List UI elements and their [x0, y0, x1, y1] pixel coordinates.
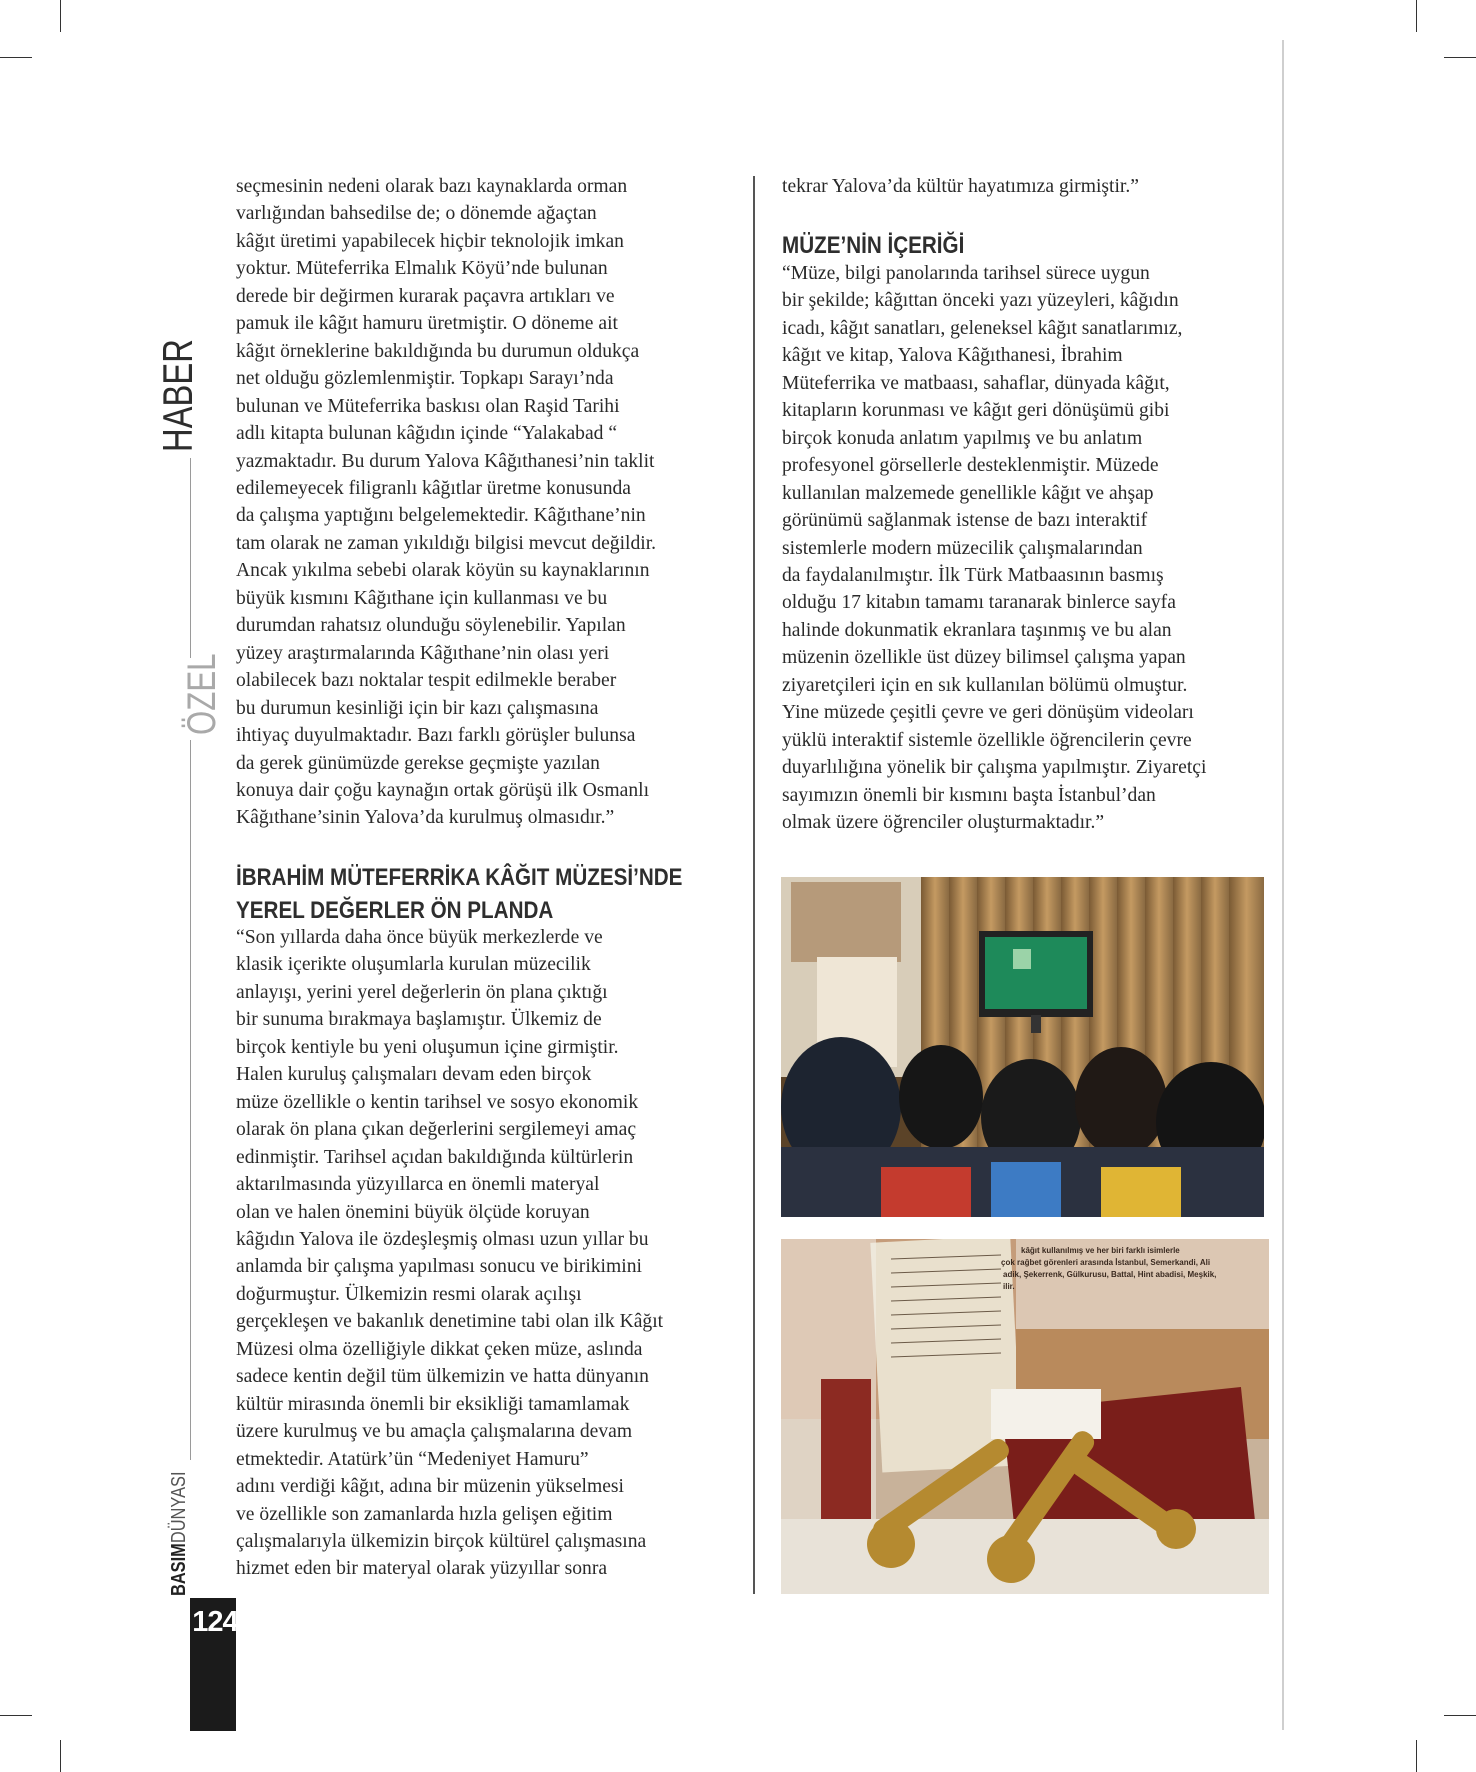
text-line: müze özellikle o kentin tarihsel ve sosyo ekonomik: [236, 1091, 639, 1113]
text-line: Müzesi olma özelliğiyle dikkat çeken müze, aslında: [236, 1338, 643, 1360]
crop-mark: [1416, 1740, 1417, 1772]
text-line: Halen kuruluş çalışmaları devam eden birçok: [236, 1064, 592, 1086]
text-line: olmak üzere öğrenciler oluşturmaktadır.”: [782, 812, 1105, 834]
crop-mark: [1444, 1715, 1476, 1716]
text-line: edinmiştir. Tarihsel açıdan bakıldığında kültürlerin: [236, 1146, 634, 1168]
crop-mark: [0, 1715, 32, 1716]
crop-mark: [0, 57, 32, 58]
text-line: bu durumun kesinliği için bir kazı çalışmasına: [236, 697, 599, 719]
page-number: 124: [192, 1606, 238, 1638]
text-line: hizmet eden bir materyal olarak yüzyıllar sonra: [236, 1558, 608, 1580]
text-line: edilemeyecek filigranlı kâğıtlar üretme konusunda: [236, 477, 631, 499]
text-line: kâğıt üretimi yapabilecek hiçbir teknolojik imkan: [236, 230, 624, 252]
section-label-ozel: ÖZEL: [180, 653, 224, 735]
text-line: kâğıt ve kitap, Yalova Kâğıthanesi, İbrahim: [782, 345, 1123, 367]
photo-children-touchscreen: [781, 877, 1264, 1217]
text-line: varlığından bahsedilse de; o dönemde ağaçtan: [236, 203, 597, 225]
panel-text-line: ilir.: [1003, 1282, 1015, 1291]
panel-text-line: adik, Şekerrenk, Gülkurusu, Battal, Hint abadisi, Meşkik,: [1003, 1270, 1217, 1279]
text-line: icadı, kâğıt sanatları, geleneksel kâğıt sanatlarımız,: [782, 317, 1183, 339]
text-line: profesyonel görsellerle desteklenmiştir. Müzede: [782, 455, 1159, 477]
text-line: ve özellikle son zamanlarda hızla gelişen eğitim: [236, 1503, 613, 1525]
right-column-top: [782, 173, 1282, 200]
text-line: duyarlılığına yönelik bir çalışma yapılmıştır. Ziyaretçi: [782, 757, 1207, 779]
text-line: birçok konuda anlatım yapılmış ve bu anlatım: [782, 427, 1143, 449]
text-line: seçmesinin nedeni olarak bazı kaynaklarda orman: [236, 176, 628, 197]
text-line: Kâğıthane’sinin Yalova’da kurulmuş olmasıdır.”: [236, 807, 615, 829]
text-line: anlayışı, yerini yerel değerlerin ön plana çıktığı: [236, 981, 608, 1003]
magazine-name-light: DÜNYASI: [168, 1471, 190, 1544]
magazine-name-bold: BASIM: [168, 1543, 190, 1596]
text-line: çalışmalarıyla ülkemizin birçok kültürel çalışmasına: [236, 1530, 647, 1552]
text-line: konuya dair çoğu kaynağın ortak görüşü ilk Osmanlı: [236, 779, 650, 801]
heading-line: İBRAHİM MÜTEFERRİKA KÂĞIT MÜZESİ’NDE: [236, 864, 683, 891]
text-line: etmektedir. Atatürk’ün “Medeniyet Hamuru”: [236, 1448, 589, 1470]
text-line: olarak ön plana çıkan değerlerini sergilemeyi amaç: [236, 1119, 637, 1141]
text-line: aktarılmasında yüzyıllarca en önemli materyal: [236, 1174, 600, 1196]
photo-children-touchscreen-image: [781, 877, 1264, 1217]
text-line: durumdan rahatsız olunduğu söylenebilir. Yapılan: [236, 615, 626, 637]
text-line: halinde dokunmatik ekranlara taşınmış ve bu alan: [782, 619, 1172, 641]
text-line: yoktur. Müteferrika Elmalık Köyü’nde bulunan: [236, 258, 608, 280]
text-line: birçok kentiyle bu yeni oluşumun içine girmiştir.: [236, 1036, 619, 1058]
text-line: pamuk ile kâğıt hamuru üretmiştir. O döneme ait: [236, 313, 618, 335]
text-line: bir şekilde; kâğıttan önceki yazı yüzeyleri, kâğıdın: [782, 290, 1179, 312]
text-line: sayımızın önemli bir kısmını başta İstanbul’dan: [782, 784, 1156, 806]
text-line: yazmaktadır. Bu durum Yalova Kâğıthanesi’nin taklit: [236, 450, 655, 472]
text-line: görünümü sağlanmak istense de bazı interaktif: [782, 510, 1148, 532]
text-line: olduğu 17 kitabın tamamı taranarak binlerce sayfa: [782, 592, 1176, 614]
text-line: kâğıdın Yalova ile özdeşleşmiş olması uzun yıllar bu: [236, 1228, 649, 1250]
text-line: klasik içerikte oluşumlarla kurulan müzecilik: [236, 954, 591, 976]
text-line: “Son yıllarda daha önce büyük merkezlerde ve: [236, 927, 603, 948]
text-line: adlı kitapta bulunan kâğıdın içinde “Yalakabad “: [236, 423, 618, 445]
magazine-name: [168, 1471, 191, 1596]
crop-mark: [60, 1740, 61, 1772]
text-line: adını verdiği kâğıt, adına bir müzenin yükselmesi: [236, 1476, 624, 1498]
text-line: da faydalanılmıştır. İlk Türk Matbaasının basmış: [782, 564, 1164, 586]
text-line: ziyaretçileri için en sık kullanılan bölümü olmuştur.: [782, 674, 1188, 696]
text-line: kullanılan malzemede genellikle kâğıt ve ahşap: [782, 482, 1154, 504]
text-line: kültür mirasında önemli bir eksikliği tamamlamak: [236, 1393, 630, 1415]
text-line: üzere kurulmuş ve bu amaçla çalışmalarına devam: [236, 1421, 633, 1443]
panel-text-line: kâğıt kullanılmış ve her biri farklı isimlerle: [1021, 1246, 1180, 1255]
text-line: olan ve halen önemini büyük ölçüde koruyan: [236, 1201, 590, 1223]
text-line: müzenin özellikle üst düzey bilimsel çalışma yapan: [782, 647, 1186, 669]
section-label-haber: HABER: [154, 339, 201, 452]
right-column-body: [782, 260, 1282, 837]
heading-ibrahim-muteferrika: [236, 861, 682, 927]
text-line: ihtiyaç duyulmaktadır. Bazı farklı görüşler bulunsa: [236, 725, 636, 747]
text-line: kitapların korunması ve kâğıt geri dönüşümü gibi: [782, 400, 1170, 422]
text-line: sadece kentin değil tüm ülkemizin ve hatta dünyanın: [236, 1366, 649, 1388]
text-line: anlamda bir çalışma yapılması sonucu ve birikimini: [236, 1256, 642, 1278]
text-line: net olduğu gözlemlenmiştir. Topkapı Sarayı’nda: [236, 368, 614, 390]
text-line: da gerek günümüzde gerekse geçmişte yazılan: [236, 752, 600, 774]
text-line: tam olarak ne zaman yıkıldığı bilgisi mevcut değildir.: [236, 532, 657, 554]
left-column-bottom: [236, 924, 746, 1583]
heading-muze-icerigi: MÜZE’NİN İÇERİĞİ: [782, 232, 965, 259]
text-line: doğurmuştur. Ülkemizin resmi olarak açılışı: [236, 1283, 582, 1305]
text-line: da çalışma yaptığını belgelemektedir. Kâğıthane’nin: [236, 505, 646, 527]
text-line: Yine müzede çeşitli çevre ve geri dönüşüm videoları: [782, 702, 1194, 724]
column-divider: [753, 176, 755, 1594]
photo-manuscripts-display-image: [781, 1239, 1269, 1594]
text-line: yüzey araştırmalarında Kâğıthane’nin olası yeri: [236, 642, 610, 664]
text-line: Müteferrika ve matbaası, sahaflar, dünyada kâğıt,: [782, 372, 1170, 394]
text-line: Ancak yıkılma sebebi olarak köyün su kaynaklarının: [236, 560, 650, 582]
side-rule: [190, 740, 191, 1460]
text-line: bulunan ve Müteferrika baskısı olan Raşid Tarihi: [236, 395, 620, 417]
panel-text-line: çok rağbet görenleri arasında İstanbul, Semerkandi, Ali: [1001, 1258, 1211, 1267]
page-spine: [1282, 40, 1284, 1730]
photo-manuscripts-display: [781, 1239, 1269, 1594]
crop-mark: [1416, 0, 1417, 32]
text-line: yüklü interaktif sistemle özellikle öğrencilerin çevre: [782, 729, 1192, 751]
text-line: tekrar Yalova’da kültür hayatımıza girmiştir.”: [782, 176, 1139, 197]
text-line: derede bir değirmen kurarak paçavra artıkları ve: [236, 285, 615, 307]
text-line: kâğıt örneklerine bakıldığında bu durumun oldukça: [236, 340, 640, 362]
text-line: gerçekleşen ve bakanlık denetimine tabi olan ilk Kâğıt: [236, 1311, 664, 1333]
crop-mark: [60, 0, 61, 32]
left-column-top: [236, 173, 746, 832]
heading-line: YEREL DEĞERLER ÖN PLANDA: [236, 897, 554, 924]
crop-mark: [1444, 57, 1476, 58]
side-rule: [190, 458, 191, 658]
text-line: sistemlerle modern müzecilik çalışmalarından: [782, 537, 1143, 559]
text-line: bir sunuma bırakmaya başlamıştır. Ülkemiz de: [236, 1009, 602, 1031]
text-line: büyük kısmını Kâğıthane için kullanması ve bu: [236, 587, 608, 609]
text-line: “Müze, bilgi panolarında tarihsel sürece uygun: [782, 263, 1150, 284]
text-line: olabilecek bazı noktalar tespit edilmekle beraber: [236, 670, 617, 692]
